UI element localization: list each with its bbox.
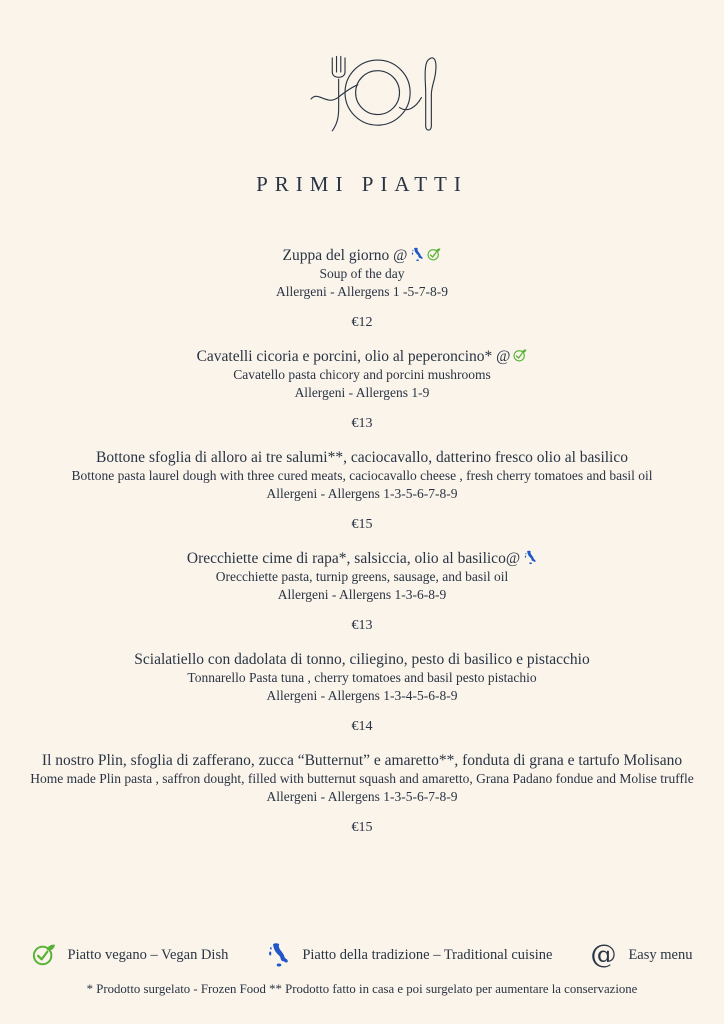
dish-price: €13 (351, 416, 373, 431)
vegan-icon (427, 247, 441, 262)
dish-name (0, 247, 724, 265)
dish-description: Tonnarello Pasta tuna , cherry tomatoes and basil pesto pistachio (187, 670, 537, 685)
dish-price: €15 (351, 820, 373, 835)
dish-name (0, 752, 724, 770)
dish-name (0, 449, 724, 467)
dish-name-text: Zuppa del giorno @ (282, 247, 408, 264)
dish-description: Cavatello pasta chicory and porcini mushrooms (233, 367, 491, 382)
at-symbol-icon: @ (590, 940, 617, 970)
menu-item-zuppa (0, 247, 724, 331)
menu-section (0, 247, 724, 836)
dish-description: Orecchiette pasta, turnip greens, sausage, and basil oil (215, 569, 509, 584)
dish-name-text: Orecchiette cime di rapa*, salsiccia, olio al basilico@ (186, 550, 521, 567)
easy-menu-legend-label: Easy menu (628, 946, 693, 963)
menu-item-cavatelli (0, 348, 724, 432)
dish-name-text: Scialatiello con dadolata di tonno, ciliegino, pesto di basilico e pistacchio (134, 651, 590, 668)
dish-price: €13 (351, 618, 373, 633)
vegan-icon (513, 348, 527, 363)
menu-item-orecchiette (0, 550, 724, 634)
dish-name (0, 550, 724, 568)
dish-allergens: Allergeni - Allergens 1-3-4-5-6-8-9 (266, 687, 458, 703)
frozen-food-note: * Prodotto surgelato - Frozen Food ** Prodotto fatto in casa e poi surgelato per aumentare la conservazione (86, 982, 638, 996)
dish-allergens: Allergeni - Allergens 1-9 (294, 384, 430, 400)
legend-vegan (32, 942, 229, 968)
menu-item-plin (0, 752, 724, 836)
italy-icon (410, 247, 424, 262)
dish-description: Soup of the day (319, 266, 405, 281)
dish-name (0, 651, 724, 669)
dish-price: €12 (351, 315, 373, 330)
tradition-legend-label: Piatto della tradizione – Traditional cuisine (302, 946, 553, 963)
dish-name (0, 348, 724, 366)
dish-description: Bottone pasta laurel dough with three cured meats, caciocavallo cheese , fresh cherry tomatoes and basil oil (71, 468, 653, 483)
vegan-legend-label: Piatto vegano – Vegan Dish (67, 946, 229, 963)
italy-icon (266, 942, 290, 968)
dish-name-text: Bottone sfoglia di alloro ai tre salumi**, caciocavallo, datterino fresco olio al basilico (95, 449, 628, 466)
legend-easy-menu (590, 942, 692, 968)
dish-allergens: Allergeni - Allergens 1-3-5-6-7-8-9 (266, 485, 458, 501)
dish-allergens: Allergeni - Allergens 1-3-5-6-7-8-9 (266, 788, 458, 804)
dish-name-text: Cavatelli cicoria e porcini, olio al peperoncino* @ (196, 348, 511, 365)
vegan-icon (32, 942, 56, 968)
menu-item-bottone (0, 449, 724, 533)
page-title: PRIMI PIATTI (256, 172, 468, 196)
restaurant-logo (0, 0, 724, 140)
dish-name-text: Il nostro Plin, sfoglia di zafferano, zucca “Butternut” e amaretto**, fonduta di grana e tartufo Molisano (41, 752, 683, 769)
legend-row (0, 942, 724, 968)
dish-allergens: Allergeni - Allergens 1-3-6-8-9 (277, 586, 447, 602)
legend-tradition (266, 942, 552, 968)
dish-allergens: Allergeni - Allergens 1 -5-7-8-9 (276, 283, 448, 299)
dish-price: €14 (351, 719, 373, 734)
fork-plate-knife-icon (264, 48, 460, 140)
legend-footer (0, 942, 724, 997)
menu-item-scialatiello (0, 651, 724, 735)
dish-description: Home made Plin pasta , saffron dought, filled with butternut squash and amaretto, Grana Padano fondue and Molise truffle (30, 771, 694, 786)
italy-icon (523, 550, 537, 565)
dish-price: €15 (351, 517, 373, 532)
